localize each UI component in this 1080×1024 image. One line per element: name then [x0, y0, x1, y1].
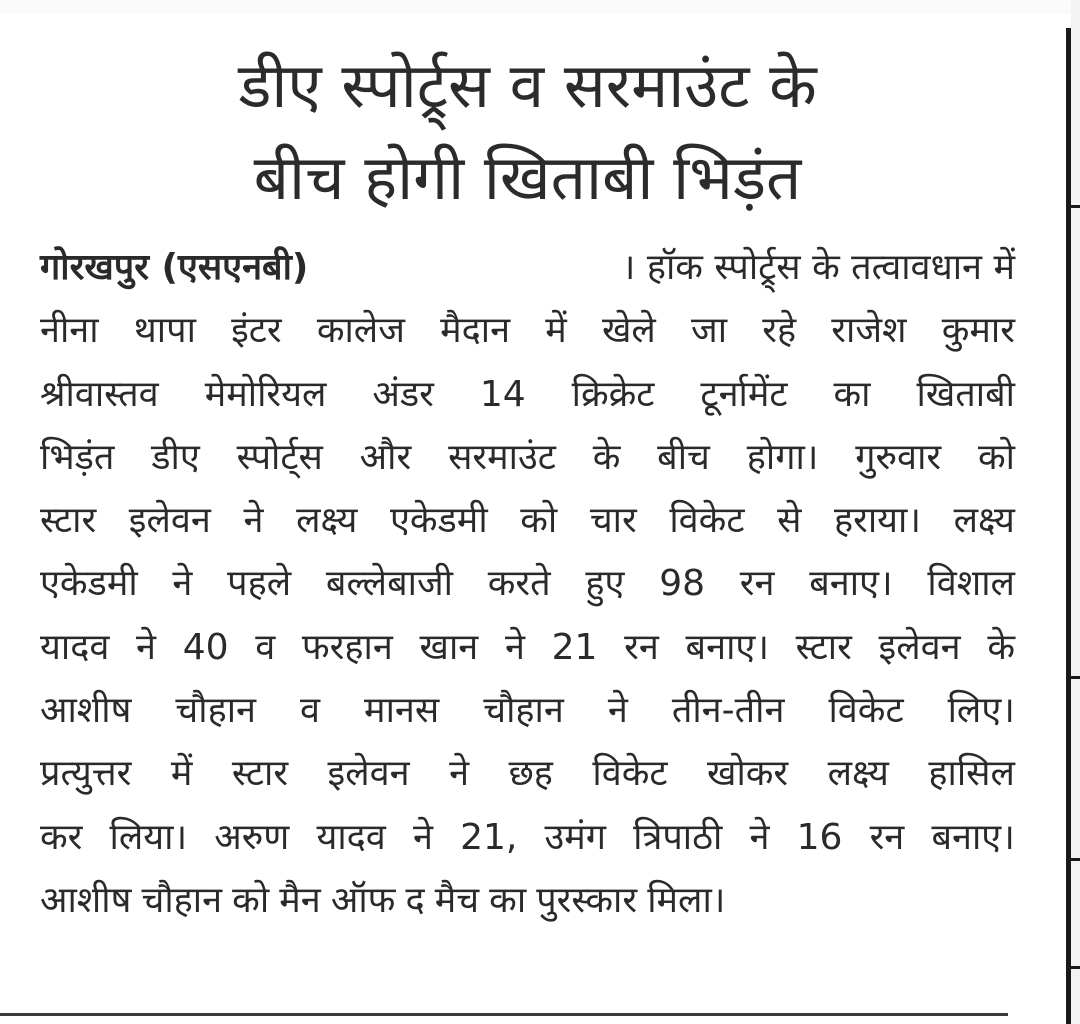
page-top-edge [0, 0, 1080, 14]
body-word: सरमाउंट [448, 436, 556, 478]
body-word: ने [607, 690, 628, 732]
body-word: यादव [40, 626, 110, 668]
body-word: गुरुवार [855, 436, 942, 478]
body-word: को [520, 500, 558, 542]
column-rule-tick [1071, 676, 1080, 679]
body-word: खिताबी [916, 373, 1015, 415]
dateline: गोरखपुर (एसएनबी) [40, 247, 309, 288]
body-word: यादव [316, 816, 386, 858]
body-word: व [300, 690, 321, 732]
body-word: ने [749, 816, 770, 858]
body-word: लक्ष्य [953, 500, 1015, 542]
body-word: होगा। [746, 436, 819, 478]
body-word: चौहान [175, 690, 257, 732]
body-word: रन [869, 816, 905, 858]
headline-line-2: बीच होगी खिताबी भिड़ंत [253, 141, 802, 214]
body-word: 98 [659, 563, 706, 605]
body-word: हासिल [928, 753, 1015, 795]
body-word: तीन-तीन [671, 690, 785, 732]
body-word: त्रिपाठी [633, 816, 723, 858]
body-word: ने [172, 563, 193, 605]
body-word: हराया। [834, 500, 922, 542]
body-line [40, 236, 1015, 299]
body-word: 14 [479, 373, 526, 415]
body-word: बनाए। [809, 563, 893, 605]
body-word: से [777, 500, 802, 542]
body-word: द [405, 879, 425, 921]
body-word: व [255, 626, 276, 668]
body-word: नीना [40, 310, 99, 352]
body-word: आशीष [40, 690, 132, 732]
body-word: मानस [364, 690, 440, 732]
body-word: फरहान [301, 626, 393, 668]
body-word: लिया। [109, 816, 188, 858]
column-rule-tick [1071, 205, 1080, 208]
body-word: मैन [279, 879, 321, 921]
body-word: रहे [762, 310, 797, 352]
body-word: कुमार [941, 310, 1015, 352]
bottom-rule [0, 1013, 1008, 1016]
body-line [40, 489, 1015, 552]
body-word: टूर्नामेंट [700, 373, 788, 415]
body-word: रन [624, 626, 659, 668]
column-rule-tick [1071, 966, 1080, 969]
body-word: में [170, 753, 193, 795]
body-word: ने [504, 626, 525, 668]
body-word: आशीष [40, 879, 132, 921]
body-word: करते [487, 563, 551, 605]
body-word: का [833, 373, 871, 415]
body-word: थापा [133, 310, 196, 352]
body-word: स्टार [795, 626, 852, 668]
body-word: पुरस्कार [536, 879, 638, 921]
body-word: पहले [227, 563, 292, 605]
body-word: के [987, 626, 1015, 668]
body-word: अंडर [372, 373, 434, 415]
body-word: 21 [551, 626, 598, 668]
body-word: का [489, 879, 527, 921]
page-right-margin [1071, 0, 1080, 1024]
body-word: को [232, 879, 270, 921]
body-word: इंटर [231, 310, 282, 352]
body-line-text: । हॉक स्पोर्ट्र्स के तत्वावधान में [621, 247, 1015, 288]
body-word: ने [243, 500, 264, 542]
body-word: जा [691, 310, 728, 352]
body-word: 40 [182, 626, 229, 668]
body-word: बनाए। [685, 626, 769, 668]
article-headline [40, 40, 1015, 224]
body-word: खोकर [707, 753, 789, 795]
body-line [40, 679, 1015, 742]
body-word: चौहान [141, 879, 223, 921]
body-word: बल्लेबाजी [325, 563, 454, 605]
body-word: इलेवन [878, 626, 961, 668]
body-word: मिला। [647, 879, 726, 921]
body-word: स्पोर्ट्स [236, 436, 323, 478]
body-word: के [592, 436, 621, 478]
body-word: विशाल [927, 563, 1015, 605]
body-word: लक्ष्य [296, 500, 358, 542]
body-word: कालेज [316, 310, 405, 352]
body-word: प्रत्युत्तर [40, 753, 132, 795]
body-word: हुए [585, 563, 625, 605]
body-word: मैच [434, 879, 480, 921]
body-word: छह [508, 753, 553, 795]
body-word: खेले [601, 310, 656, 352]
body-word: क्रिक्रेट [571, 373, 655, 415]
body-word: भिड़ंत [40, 436, 115, 478]
headline-line-1: डीए स्पोर्ट्र्स व सरमाउंट के [238, 49, 817, 122]
body-word: एकेडमी [40, 563, 138, 605]
body-word: अरुण [214, 816, 290, 858]
body-word: 16 [796, 816, 843, 858]
body-word: राजेश [831, 310, 907, 352]
body-word: कर [40, 816, 83, 858]
body-line [40, 299, 1015, 362]
body-word: ने [136, 626, 157, 668]
body-word: चौहान [483, 690, 564, 732]
body-word: को [977, 436, 1015, 478]
body-line [40, 426, 1015, 489]
column-rule-tick [1071, 858, 1080, 861]
body-word: स्टार [40, 500, 97, 542]
body-line [40, 869, 1015, 932]
body-word: लिए। [947, 690, 1015, 732]
body-word: चार [589, 500, 637, 542]
news-article [40, 40, 1015, 932]
body-word: ने [449, 753, 470, 795]
body-word: श्रीवास्तव [40, 373, 159, 415]
body-word: विकेट [828, 690, 904, 732]
body-word: इलेवन [128, 500, 211, 542]
body-word: स्टार [231, 753, 289, 795]
body-line [40, 552, 1015, 615]
body-word: इलेवन [327, 753, 410, 795]
body-word: रन [739, 563, 775, 605]
body-line [40, 363, 1015, 426]
body-word: विकेट [592, 753, 668, 795]
body-word: डीए [151, 436, 200, 478]
body-word: बनाए। [931, 816, 1015, 858]
body-word: और [359, 436, 412, 478]
body-word: खान [419, 626, 479, 668]
body-word: मेमोरियल [204, 373, 327, 415]
body-word: ऑफ [330, 879, 396, 921]
body-word: उमंग [544, 816, 606, 858]
article-body [40, 236, 1015, 932]
body-word: बीच [657, 436, 710, 478]
body-word: 21, [460, 816, 518, 858]
body-word: में [545, 310, 567, 352]
body-word: लक्ष्य [827, 753, 889, 795]
body-line [40, 806, 1015, 869]
column-rule-right [1066, 28, 1071, 1024]
body-word: मैदान [440, 310, 511, 352]
body-word: विकेट [669, 500, 745, 542]
body-line [40, 742, 1015, 805]
body-word: एकेडमी [389, 500, 488, 542]
body-line [40, 616, 1015, 679]
body-word: ने [412, 816, 433, 858]
